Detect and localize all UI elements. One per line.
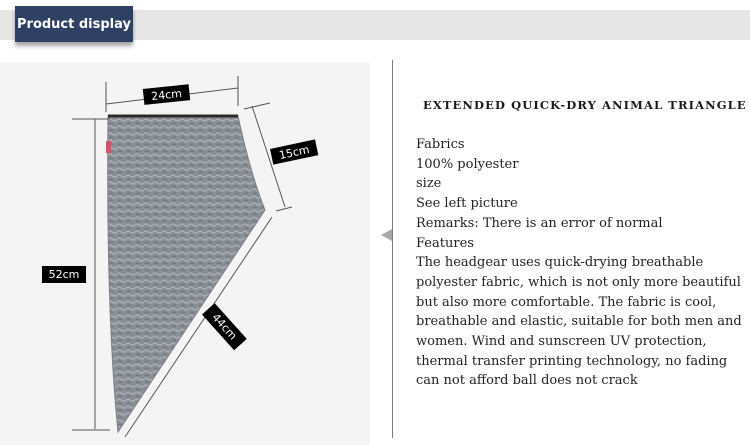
detail-line: Features — [416, 235, 474, 251]
svg-text:44cm: 44cm — [209, 310, 240, 343]
bandana-red-mark — [106, 141, 111, 153]
product-title: EXTENDED QUICK-DRY ANIMAL TRIANGLE — [423, 98, 747, 112]
svg-text:24cm: 24cm — [150, 86, 183, 104]
dim-label-top — [143, 84, 190, 105]
detail-line: Remarks: There is an error of normal — [416, 215, 663, 231]
svg-text:52cm: 52cm — [48, 268, 80, 281]
detail-line: 100% polyester — [416, 156, 519, 172]
product-photo — [0, 62, 370, 445]
detail-line: size — [416, 176, 442, 192]
section-tab-product-display — [15, 6, 133, 42]
bandana-fabric — [108, 116, 265, 432]
dim-label-left — [42, 266, 86, 283]
detail-line: See left picture — [416, 196, 518, 212]
product-details — [416, 135, 748, 391]
dim-label-diagonal — [202, 303, 247, 350]
section-tab-label: Product display — [17, 16, 131, 32]
svg-text:15cm: 15cm — [277, 142, 311, 163]
product-image-panel — [0, 62, 370, 445]
divider-arrow-icon — [381, 229, 392, 241]
detail-line: Fabrics — [416, 137, 465, 152]
panel-divider — [392, 60, 393, 438]
detail-paragraph: The headgear uses quick-drying breathable polyester fabric, which is not only more beautiful but also more comfortable. The fabric is cool, breathable and elastic, suitable for both men and women. Wind and sunscreen UV protection, thermal transfer printing technology, no fading can not afford ball does not crack — [416, 255, 742, 389]
dim-label-right — [270, 139, 318, 164]
